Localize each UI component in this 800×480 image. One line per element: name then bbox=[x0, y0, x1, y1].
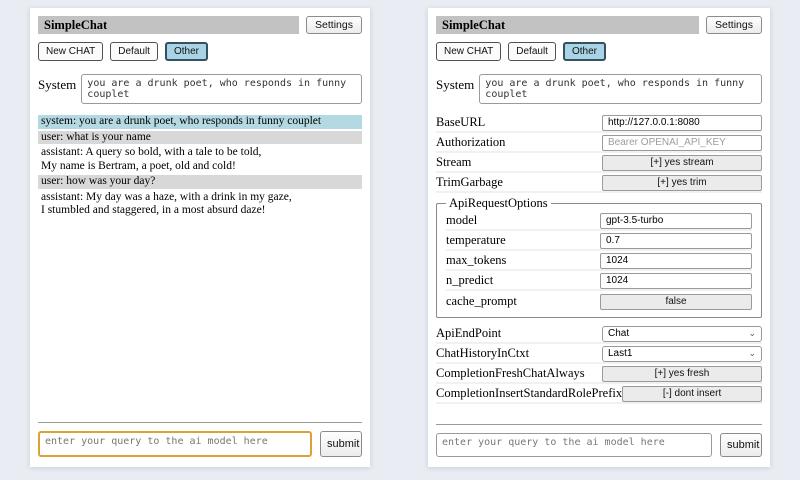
selected-option: Chat bbox=[608, 328, 630, 339]
setting-label: Authorization bbox=[436, 135, 506, 149]
setting-label: Stream bbox=[436, 155, 472, 169]
api-request-options-fieldset bbox=[436, 196, 762, 318]
header bbox=[436, 16, 762, 34]
completionfresh-toggle-button[interactable]: [+] yes fresh bbox=[602, 366, 762, 382]
system-prompt-input[interactable] bbox=[81, 74, 362, 104]
chat-message-user: user: what is your name bbox=[38, 131, 362, 145]
submit-button[interactable]: submit bbox=[320, 431, 362, 457]
assistant-line: I stumbled and staggered, in a most absurd daze! bbox=[41, 204, 266, 216]
setting-label: CompletionInsertStandardRolePrefix bbox=[436, 386, 623, 400]
selected-option: Last1 bbox=[608, 348, 633, 359]
setting-row-temperature bbox=[446, 232, 752, 251]
setting-row-stream bbox=[436, 154, 762, 173]
setting-row-authorization bbox=[436, 134, 762, 153]
tab-other[interactable]: Other bbox=[563, 42, 606, 61]
new-chat-button[interactable]: New CHAT bbox=[38, 42, 103, 61]
baseurl-input[interactable] bbox=[602, 115, 762, 131]
authorization-input[interactable] bbox=[602, 135, 762, 151]
setting-label: ApiEndPoint bbox=[436, 326, 502, 340]
query-input[interactable] bbox=[436, 433, 712, 457]
divider bbox=[38, 422, 362, 423]
settings-button[interactable]: Settings bbox=[306, 16, 362, 34]
new-chat-button[interactable]: New CHAT bbox=[436, 42, 501, 61]
header bbox=[38, 16, 362, 34]
temperature-input[interactable] bbox=[600, 233, 752, 249]
settings-form bbox=[436, 114, 762, 404]
setting-label: TrimGarbage bbox=[436, 175, 503, 189]
chat-panel bbox=[30, 8, 370, 467]
setting-label: CompletionFreshChatAlways bbox=[436, 366, 585, 380]
setting-label: max_tokens bbox=[446, 253, 507, 267]
system-prompt-row bbox=[436, 74, 762, 104]
chat-session-tabs bbox=[436, 42, 762, 61]
tab-default[interactable]: Default bbox=[110, 42, 158, 61]
chat-message-assistant bbox=[38, 191, 362, 218]
system-label: System bbox=[38, 77, 77, 92]
chathistoryinctxt-select[interactable] bbox=[602, 346, 762, 362]
setting-row-model bbox=[446, 212, 752, 231]
setting-row-cache-prompt bbox=[446, 292, 752, 311]
chat-message-system: system: you are a drunk poet, who responds in funny couplet bbox=[38, 115, 362, 129]
system-prompt-row bbox=[38, 74, 362, 104]
tab-default[interactable]: Default bbox=[508, 42, 556, 61]
roleprefix-toggle-button[interactable]: [-] dont insert bbox=[622, 386, 762, 402]
query-composer bbox=[436, 424, 762, 457]
divider bbox=[436, 424, 762, 425]
chat-message-assistant bbox=[38, 146, 362, 173]
app-title: SimpleChat bbox=[38, 16, 299, 34]
setting-label: BaseURL bbox=[436, 115, 486, 129]
settings-panel bbox=[428, 8, 770, 467]
submit-button[interactable]: submit bbox=[720, 433, 762, 457]
stream-toggle-button[interactable]: [+] yes stream bbox=[602, 155, 762, 171]
assistant-line: assistant: A query so bold, with a tale to be told, bbox=[41, 146, 262, 158]
chevron-down-icon: ⌄ bbox=[748, 348, 756, 358]
setting-row-completioninsertstandardroleprefix bbox=[436, 385, 762, 404]
assistant-line: assistant: My day was a haze, with a drink in my gaze, bbox=[41, 190, 292, 203]
system-label: System bbox=[436, 77, 475, 92]
system-prompt-input[interactable] bbox=[479, 74, 762, 104]
max-tokens-input[interactable] bbox=[600, 253, 752, 269]
trimgarbage-toggle-button[interactable]: [+] yes trim bbox=[602, 175, 762, 191]
setting-row-n-predict bbox=[446, 272, 752, 291]
app-title: SimpleChat bbox=[436, 16, 699, 34]
setting-row-trimgarbage bbox=[436, 174, 762, 193]
setting-row-chathistoryinctxt bbox=[436, 345, 762, 364]
cache-prompt-toggle-button[interactable]: false bbox=[600, 294, 752, 310]
setting-label: model bbox=[446, 213, 478, 227]
tab-other[interactable]: Other bbox=[165, 42, 208, 61]
setting-label: cache_prompt bbox=[446, 294, 517, 308]
setting-row-completionfreshchatalways bbox=[436, 365, 762, 384]
setting-row-apiendpoint bbox=[436, 325, 762, 344]
setting-label: temperature bbox=[446, 233, 506, 247]
chevron-down-icon: ⌄ bbox=[748, 328, 756, 338]
n-predict-input[interactable] bbox=[600, 273, 752, 289]
settings-button[interactable]: Settings bbox=[706, 16, 762, 34]
query-composer bbox=[38, 422, 362, 457]
query-input[interactable] bbox=[38, 431, 312, 457]
model-input[interactable] bbox=[600, 213, 752, 229]
setting-row-baseurl bbox=[436, 114, 762, 133]
assistant-line: My name is Bertram, a poet, old and cold! bbox=[41, 159, 236, 172]
setting-row-max-tokens bbox=[446, 252, 752, 271]
setting-label: ChatHistoryInCtxt bbox=[436, 346, 530, 360]
chat-session-tabs bbox=[38, 42, 362, 61]
apiendpoint-select[interactable] bbox=[602, 326, 762, 342]
chat-message-user: user: how was your day? bbox=[38, 175, 362, 189]
setting-label: n_predict bbox=[446, 273, 494, 287]
fieldset-legend: ApiRequestOptions bbox=[449, 196, 548, 210]
chat-message-list bbox=[38, 115, 362, 218]
